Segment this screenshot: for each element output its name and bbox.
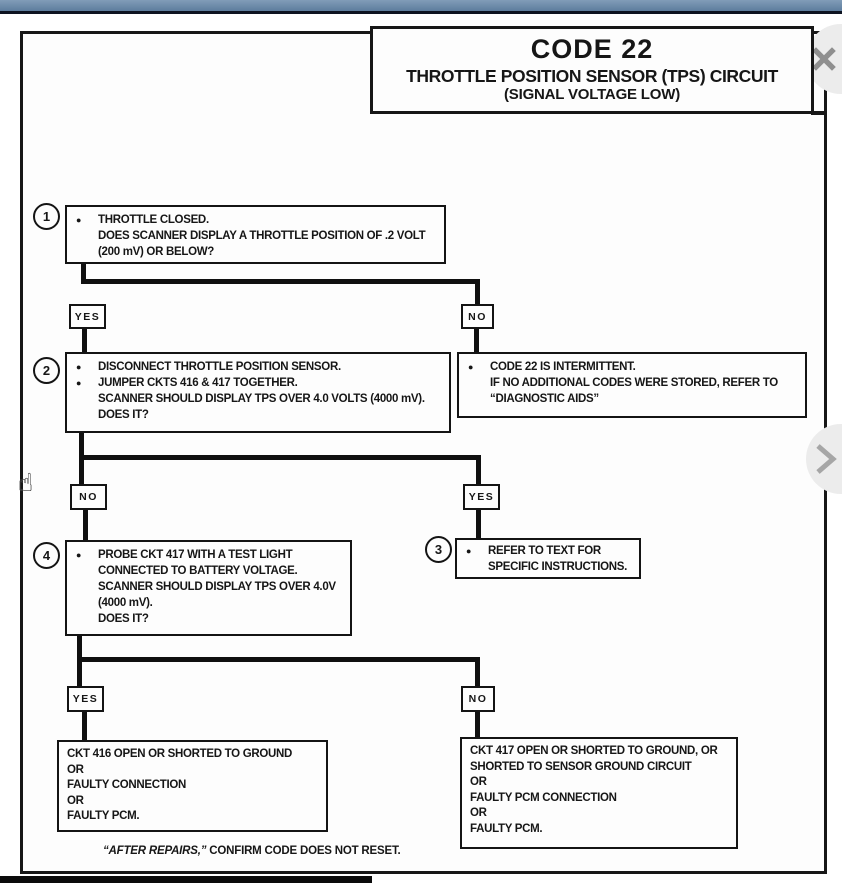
footer-quoted: “AFTER REPAIRS,” — [103, 845, 207, 857]
step4-box — [65, 540, 352, 636]
text-line: OR — [67, 794, 84, 807]
bullet-icon — [73, 228, 98, 244]
bullet-icon — [73, 407, 98, 423]
step-number: 3 — [434, 542, 443, 557]
top-bar-edge — [0, 11, 842, 14]
text-line: THROTTLE CLOSED. — [98, 214, 209, 226]
text-line: CONNECTED TO BATTERY VOLTAGE. — [98, 565, 298, 577]
text-line: SCANNER SHOULD DISPLAY TPS OVER 4.0 VOLTS (4000 mV). — [98, 393, 425, 405]
hand-cursor-icon: ☝ — [18, 468, 34, 497]
text-line: DOES IT? — [98, 409, 149, 421]
decision-no-1 — [461, 304, 494, 329]
text-line: SPECIFIC INSTRUCTIONS. — [488, 561, 628, 573]
step-number: 2 — [42, 363, 51, 378]
decision-label: YES — [72, 693, 99, 705]
page-title: CODE 22 — [530, 34, 654, 64]
connector-line — [83, 508, 88, 542]
text-line: CKT 417 OPEN OR SHORTED TO GROUND, OR — [470, 745, 718, 757]
decision-no-2 — [70, 484, 107, 510]
bullet-icon: ● — [466, 546, 472, 556]
text-line: SCANNER SHOULD DISPLAY TPS OVER 4.0V — [98, 581, 336, 593]
step3-box — [455, 538, 641, 579]
text-line: OR — [67, 763, 84, 776]
page-subtitle-2: (SIGNAL VOLTAGE LOW) — [504, 86, 680, 103]
intermittent-box — [457, 352, 807, 418]
connector-line — [82, 710, 87, 741]
step-circle-2 — [33, 357, 60, 384]
text-line: (200 mV) OR BELOW? — [98, 246, 215, 258]
connector-line — [474, 327, 479, 354]
text-line: DOES SCANNER DISPLAY A THROTTLE POSITION OF .2 VOLT — [98, 230, 426, 242]
bullet-icon: ● — [468, 362, 474, 372]
connector-line — [81, 279, 480, 284]
step1-box — [65, 205, 446, 264]
decision-label: NO — [79, 491, 98, 503]
connector-line — [475, 657, 480, 688]
bullet-icon: ● — [76, 378, 82, 388]
page-subtitle: THROTTLE POSITION SENSOR (TPS) CIRCUIT — [406, 66, 778, 86]
bullet-icon — [463, 559, 488, 575]
bullet-icon — [73, 595, 98, 611]
connector-line — [476, 508, 481, 540]
decision-yes-3 — [67, 686, 104, 712]
connector-line — [475, 279, 480, 307]
decision-label: YES — [74, 310, 101, 323]
after-repairs-note — [103, 845, 443, 857]
decision-yes-2 — [463, 484, 500, 510]
bullet-icon — [73, 244, 98, 260]
text-line: FAULTY PCM CONNECTION — [470, 791, 617, 804]
decision-label: NO — [468, 693, 488, 705]
text-line: DOES IT? — [98, 613, 149, 625]
step2-box — [65, 352, 451, 433]
step-circle-1 — [33, 203, 60, 230]
text-line: REFER TO TEXT FOR — [488, 545, 601, 557]
text-line: FAULTY PCM. — [470, 822, 543, 835]
connector-line — [475, 710, 480, 738]
chevron-right-icon — [807, 439, 841, 479]
decision-yes-1 — [69, 304, 106, 329]
bullet-icon: ● — [76, 550, 82, 560]
decision-no-3 — [461, 686, 495, 712]
bullet-icon — [73, 611, 98, 627]
bullet-icon — [73, 563, 98, 579]
result-box-ckt417 — [460, 737, 738, 849]
text-line: OR — [470, 807, 487, 820]
footer-rest: CONFIRM CODE DOES NOT RESET. — [209, 845, 401, 857]
title-box — [370, 26, 814, 114]
top-bar — [0, 0, 842, 11]
bullet-icon: ● — [76, 362, 82, 372]
connector-line — [79, 455, 481, 460]
text-line: FAULTY CONNECTION — [67, 779, 187, 792]
result-box-ckt416 — [57, 740, 328, 832]
text-line: CODE 22 IS INTERMITTENT. — [490, 361, 636, 373]
text-line: FAULTY PCM. — [67, 810, 140, 823]
connector-line — [77, 657, 480, 662]
connector-line — [476, 455, 481, 486]
text-line: IF NO ADDITIONAL CODES WERE STORED, REFER TO — [490, 377, 778, 389]
text-line: JUMPER CKTS 416 & 417 TOGETHER. — [98, 377, 298, 389]
step-circle-3 — [425, 536, 452, 563]
bullet-icon: ● — [76, 215, 82, 225]
text-line: DISCONNECT THROTTLE POSITION SENSOR. — [98, 361, 341, 373]
connector-line — [82, 327, 87, 354]
text-line: PROBE CKT 417 WITH A TEST LIGHT — [98, 549, 293, 561]
step-number: 4 — [42, 548, 51, 563]
page-edge-bar — [0, 876, 372, 883]
decision-label: NO — [468, 310, 487, 323]
bullet-icon — [465, 391, 490, 407]
text-line: CKT 416 OPEN OR SHORTED TO GROUND — [67, 748, 293, 760]
bullet-icon — [465, 375, 490, 391]
text-line: “DIAGNOSTIC AIDS” — [490, 393, 599, 405]
text-line: OR — [470, 776, 487, 789]
decision-label: YES — [468, 491, 495, 503]
bullet-icon — [73, 391, 98, 407]
step-number: 1 — [42, 209, 51, 224]
title-box-extension-line — [811, 111, 827, 115]
step-circle-4 — [33, 542, 60, 569]
text-line: (4000 mV). — [98, 597, 153, 609]
bullet-icon — [73, 579, 98, 595]
text-line: SHORTED TO SENSOR GROUND CIRCUIT — [470, 760, 692, 773]
